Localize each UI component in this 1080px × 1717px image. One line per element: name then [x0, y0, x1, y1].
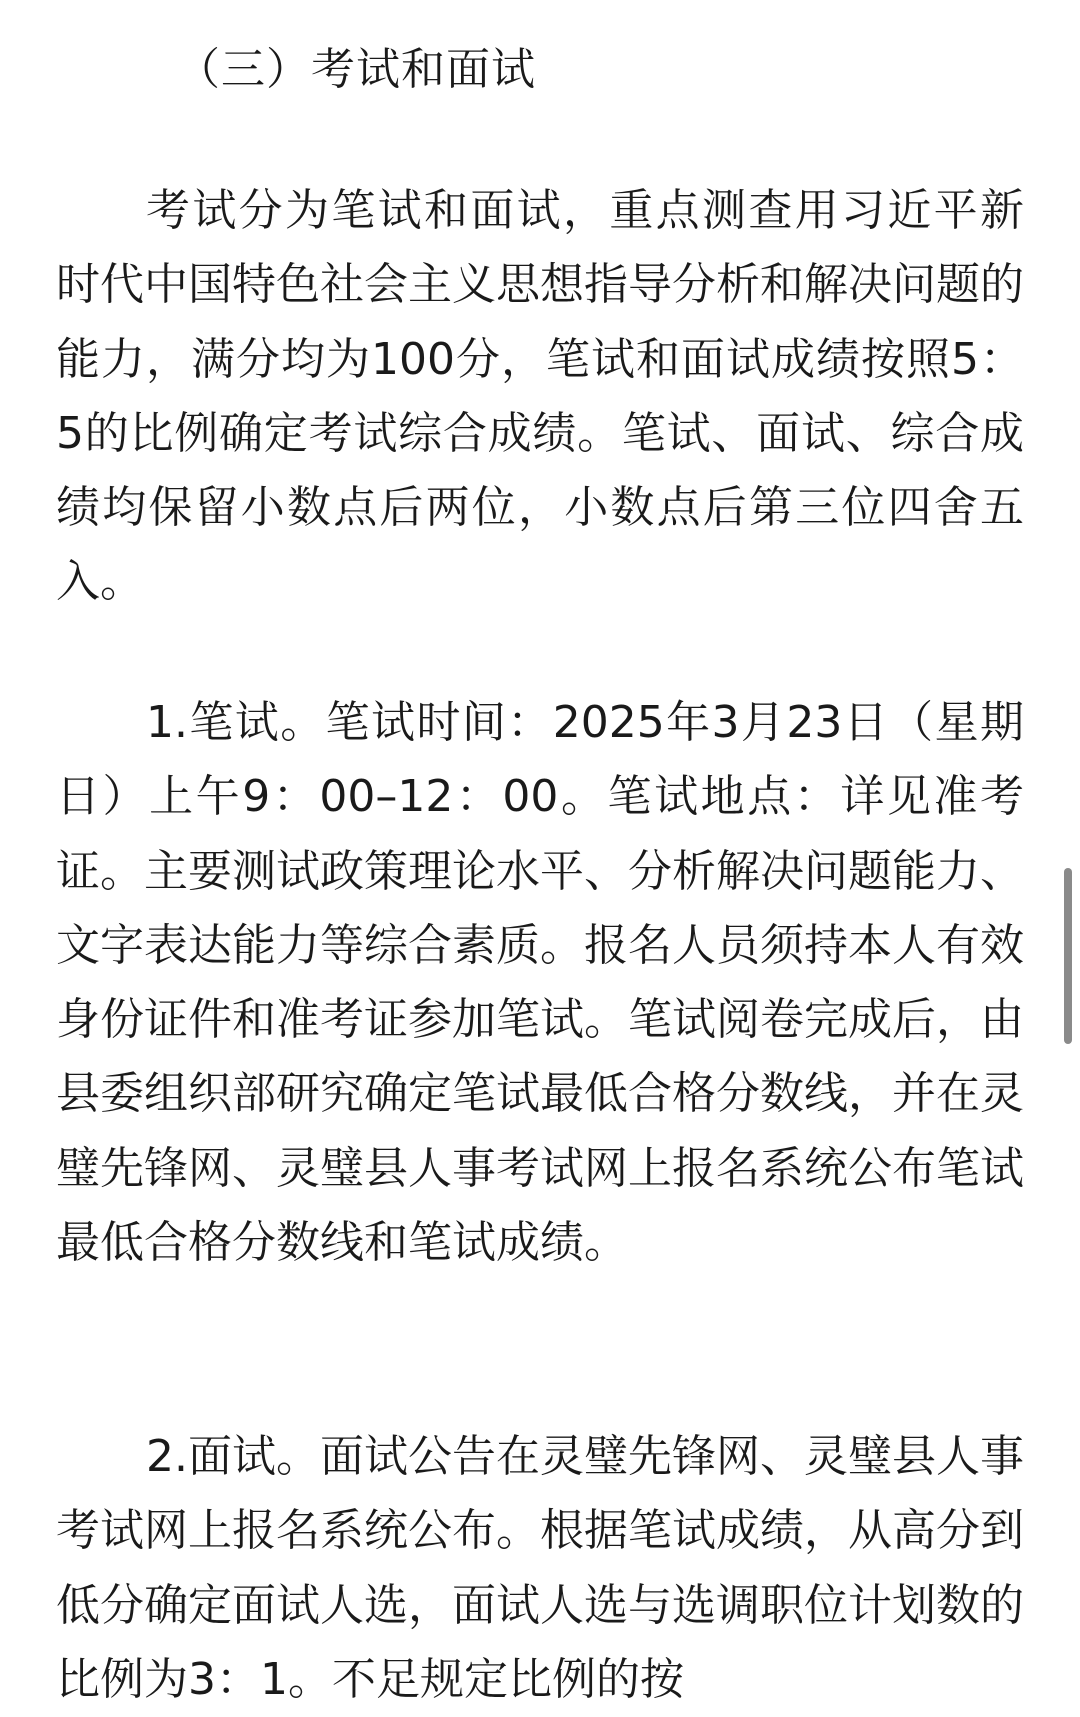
- paragraph-exam-overview: 考试分为笔试和面试，重点测查用习近平新时代中国特色社会主义思想指导分析和解决问题的能力，满分均为100分，笔试和面试成绩按照5：5的比例确定考试综合成绩。笔试、面试、综合成绩均保留小数点后两位，小数点后第三位四舍五入。: [56, 185, 1024, 608]
- vertical-scrollbar[interactable]: [1064, 868, 1072, 1044]
- paragraph-interview: 2.面试。面试公告在灵璧先锋网、灵璧县人事考试网上报名系统公布。根据笔试成绩，从高分到低分确定面试人选，面试人选与选调职位计划数的比例为3：1。不足规定比例的按: [56, 1431, 1024, 1705]
- section-heading: （三）考试和面试: [176, 44, 536, 95]
- paragraph-written-exam: 1.笔试。笔试时间：2025年3月23日（星期日）上午9：00–12：00。笔试地点：详见准考证。主要测试政策理论水平、分析解决问题能力、文字表达能力等综合素质。报名人员须持本人有效身份证件和准考证参加笔试。笔试阅卷完成后，由县委组织部研究确定笔试最低合格分数线，并在灵璧先锋网、灵璧县人事考试网上报名系统公布笔试最低合格分数线和笔试成绩。: [56, 697, 1024, 1269]
